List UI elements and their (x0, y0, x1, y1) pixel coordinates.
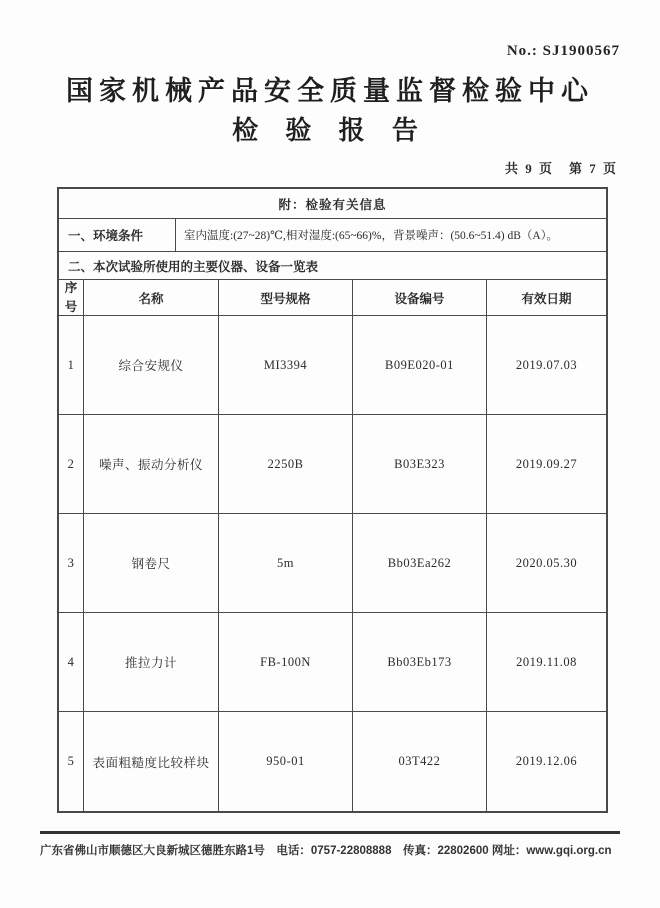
table-row (59, 613, 606, 712)
header-cell-valid-date: 有效日期 (521, 291, 572, 306)
cell-seq: 5 (59, 712, 84, 811)
cell-valid-date: 2019.12.06 (515, 754, 578, 768)
org-title: 国家机械产品安全质量监督检验中心 (66, 76, 594, 106)
cell-name: 钢卷尺 (84, 514, 219, 612)
cell-name: 推拉力计 (84, 613, 219, 711)
table-row (59, 316, 606, 415)
cell-name: 综合安规仪 (84, 316, 219, 414)
cell-valid-date: 2019.07.03 (515, 357, 578, 372)
cell-device-no: B09E020-01 (353, 316, 487, 414)
cell-device-no: B03E323 (353, 415, 487, 513)
cell-seq: 2 (59, 415, 84, 513)
environment-value: 室内温度:(27~28)℃,相对湿度:(65~66)%，背景噪声：(50.6~51.4) dB（A）。 (184, 230, 558, 242)
cell-valid-date: 2020.05.30 (515, 555, 578, 570)
cell-seq: 3 (59, 514, 84, 612)
table-row (59, 514, 606, 613)
cell-device-no: 03T422 (353, 712, 487, 811)
page-info: 共 9 页 第 7 页 (504, 161, 618, 176)
footer-divider (40, 831, 620, 834)
table-caption: 附：检验有关信息 (59, 189, 606, 219)
cell-name: 表面粗糙度比较样块 (84, 712, 219, 811)
table-row (59, 415, 606, 514)
header-cell-seq: 序号 (59, 280, 84, 315)
environment-label: 一、环境条件 (59, 219, 176, 251)
environment-row (59, 219, 606, 252)
cell-device-no: Bb03Eb173 (353, 613, 487, 711)
cell-model: 2250B (219, 415, 353, 513)
cell-model: 950-01 (219, 712, 353, 811)
table-row (59, 712, 606, 811)
info-table (57, 187, 608, 813)
section2-title: 二、本次试验所使用的主要仪器、设备一览表 (59, 252, 606, 280)
cell-model: 5m (219, 514, 353, 612)
cell-device-no: Bb03Ea262 (353, 514, 487, 612)
cell-seq: 1 (59, 316, 84, 414)
header-cell-device-no: 设备编号 (353, 280, 487, 315)
cell-valid-date: 2019.09.27 (515, 456, 578, 471)
report-title: 检 验 报 告 (232, 115, 428, 145)
cell-seq: 4 (59, 613, 84, 711)
cell-valid-date: 2019.11.08 (516, 654, 577, 669)
equipment-header-row (59, 280, 606, 316)
cell-model: MI3394 (219, 316, 353, 414)
header-cell-model: 型号规格 (219, 280, 353, 315)
report-number: No.: SJ1900567 (506, 43, 620, 59)
header-cell-name: 名称 (84, 280, 219, 315)
cell-name: 噪声、振动分析仪 (84, 415, 219, 513)
footer-contact-line: 广东省佛山市顺德区大良新城区德胜东路1号 电话：0757-22808888 传真：22802600 网址：www.gqi.org.cn (40, 845, 612, 857)
cell-model: FB-100N (219, 613, 353, 711)
